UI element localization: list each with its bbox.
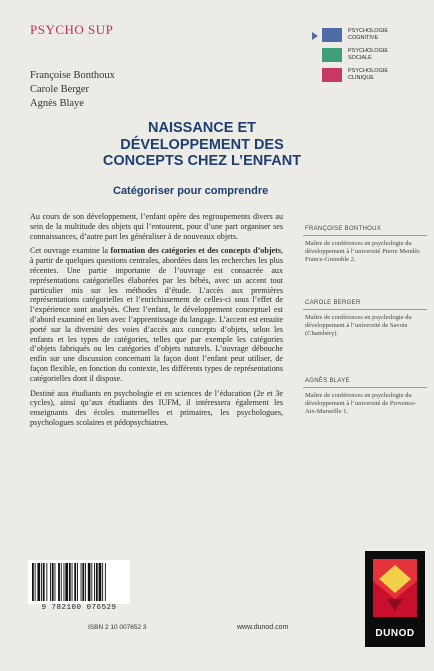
book-subtitle: Catégoriser pour comprendre bbox=[113, 185, 269, 197]
swatch-cognitive bbox=[322, 28, 342, 42]
dunod-emblem-icon bbox=[365, 551, 425, 621]
bio-name-1: FRANÇOISE BONTHOUX bbox=[305, 226, 382, 232]
author-1: Françoise Bonthoux bbox=[30, 70, 115, 81]
book-title bbox=[102, 120, 302, 170]
bio-name-3: AGNÈS BLAYE bbox=[305, 378, 350, 384]
legend-item-sociale bbox=[322, 48, 408, 62]
publisher-logo bbox=[365, 551, 425, 647]
publisher-url: www.dunod.com bbox=[237, 624, 289, 631]
title-line: DÉVELOPPEMENT DES bbox=[120, 136, 284, 153]
bio-name-2: CAROLE BERGER bbox=[305, 300, 361, 306]
legend-label: PSYCHOLOGIE SOCIALE bbox=[348, 48, 389, 61]
bio-rule-1 bbox=[303, 235, 427, 236]
bio-desc-2: Maître de conférences en psychologie du développement à l’université de Savoie (Chambéry). bbox=[305, 314, 412, 337]
bio-desc-1: Maître de conférences en psychologie du développement à l’université Pierre Mendès France-Grenoble 2. bbox=[305, 240, 420, 263]
bio-rule-2 bbox=[303, 309, 427, 310]
swatch-clinique bbox=[322, 68, 342, 82]
legend-item-cognitive bbox=[322, 28, 408, 42]
paragraph-2: Cet ouvrage examine la formation des catégories et des concepts d’objets, à partir de quelques questions centrales, abordées dans les recherches les plus récentes. Une partie importante de l’ouvrage est consacrée aux représentations catégorielles élaborées par les bébés, avec un accent tout particulier mis sur les méthodes d’étude. L’accès aux premières représentations catégorielles et l’enrichissement de celles-ci sous l’effet de l’expérience sont analysés. Chez l’enfant, le développement conceptuel est d’abord examiné en lien avec l’apprentissage du langage. L’accent est ensuite porté sur la diversité des voies d’accès aux concepts d’objets, selon les enfants et les types de catégories, telles que par exemple les catégories d’objets fabriqués ou les catégories d’objets naturels. L’ouvrage débouche enfin sur une discussion concernant la façon dont l’enfant peut utiliser, de façon flexible, en fonction du contexte, les différents types de représentations catégorielles dont il dispose. bbox=[30, 246, 283, 383]
series-name: PSYCHO SUP bbox=[30, 22, 114, 37]
bio-desc-3: Maître de conférences en psychologie du développement à l’université de Provence-Aix-Marseille 1. bbox=[305, 392, 417, 415]
legend-label: PSYCHOLOGIE COGNITIVE bbox=[348, 28, 389, 41]
back-cover-text bbox=[30, 212, 283, 433]
title-line: NAISSANCE ET bbox=[148, 120, 256, 136]
bio-rule-3 bbox=[303, 387, 427, 388]
barcode-digits: 9 782100 076529 bbox=[41, 604, 117, 612]
publisher-name: DUNOD bbox=[375, 628, 415, 639]
legend-label: PSYCHOLOGIE CLINIQUE bbox=[348, 68, 389, 81]
selected-arrow-icon bbox=[312, 32, 318, 40]
paragraph-1: Au cours de son développement, l’enfant opère des regroupements divers au sein de la multitude des objets qui l’entourent, pour d’une part organiser ses connaissances, d’autre part les généraliser à de nouveaux objets. bbox=[30, 212, 283, 241]
barcode bbox=[28, 560, 130, 604]
legend-item-clinique bbox=[322, 68, 408, 82]
author-2: Carole Berger bbox=[30, 84, 89, 95]
swatch-sociale bbox=[322, 48, 342, 62]
paragraph-3: Destiné aux étudiants en psychologie et en sciences de l’éducation (2e et 3e cycles), ainsi qu’aux étudiants des IUFM, il intéressera également les enseignants des écoles maternelles et primaires, les psychologues, psychologues scolaires et pédopsychiatres. bbox=[30, 388, 283, 427]
title-line: CONCEPTS CHEZ L’ENFANT bbox=[102, 153, 302, 169]
isbn: ISBN 2 10 007652 3 bbox=[88, 624, 147, 631]
author-3: Agnès Blaye bbox=[30, 98, 84, 109]
